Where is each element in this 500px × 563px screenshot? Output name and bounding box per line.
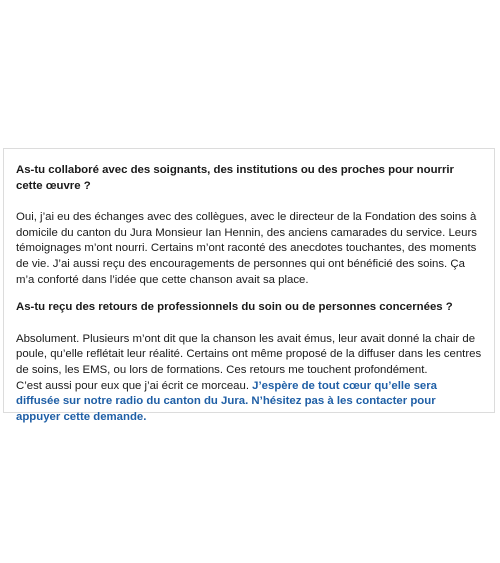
closing-plain-text: C’est aussi pour eux que j’ai écrit ce morceau. [16,379,249,392]
answer-collaboration: Oui, j’ai eu des échanges avec des collègues, avec le directeur de la Fondation des soins à domicile du canton du Jura Monsieur Ian Hennin, des anciens camarades du service. Leurs témoignages m’ont nourri. Certains m’ont raconté des anecdotes touchantes, des moments de vie. J’ai aussi reçu des encouragements de personnes qui ont bénéficié des soins. Ça m’a conforté dans l’idée que cette chanson avait sa place. [16,211,477,286]
closing-highlight-text: J’espère de tout cœur qu’elle sera diffusée sur notre radio du canton du Jura. N’hésitez pas à les contacter pour appuyer cette demande. [16,379,438,423]
answer-feedback: Absolument. Plusieurs m’ont dit que la chanson les avait émus, leur avait donné la chair de poule, qu’elle reflétait leur réalité. Certains ont même proposé de la diffuser dans les centres de soins, les EMS, ou lors de formations. Ces retours me touchent profondément. [16,332,482,376]
answer-closing [16,379,482,426]
interview-card [3,148,495,423]
question-feedback: As-tu reçu des retours de professionnels du soin ou de personnes concernées ? [16,301,453,314]
question-collaboration: As-tu collaboré avec des soignants, des institutions ou des proches pour nourrir cette œuvre ? [16,164,454,192]
